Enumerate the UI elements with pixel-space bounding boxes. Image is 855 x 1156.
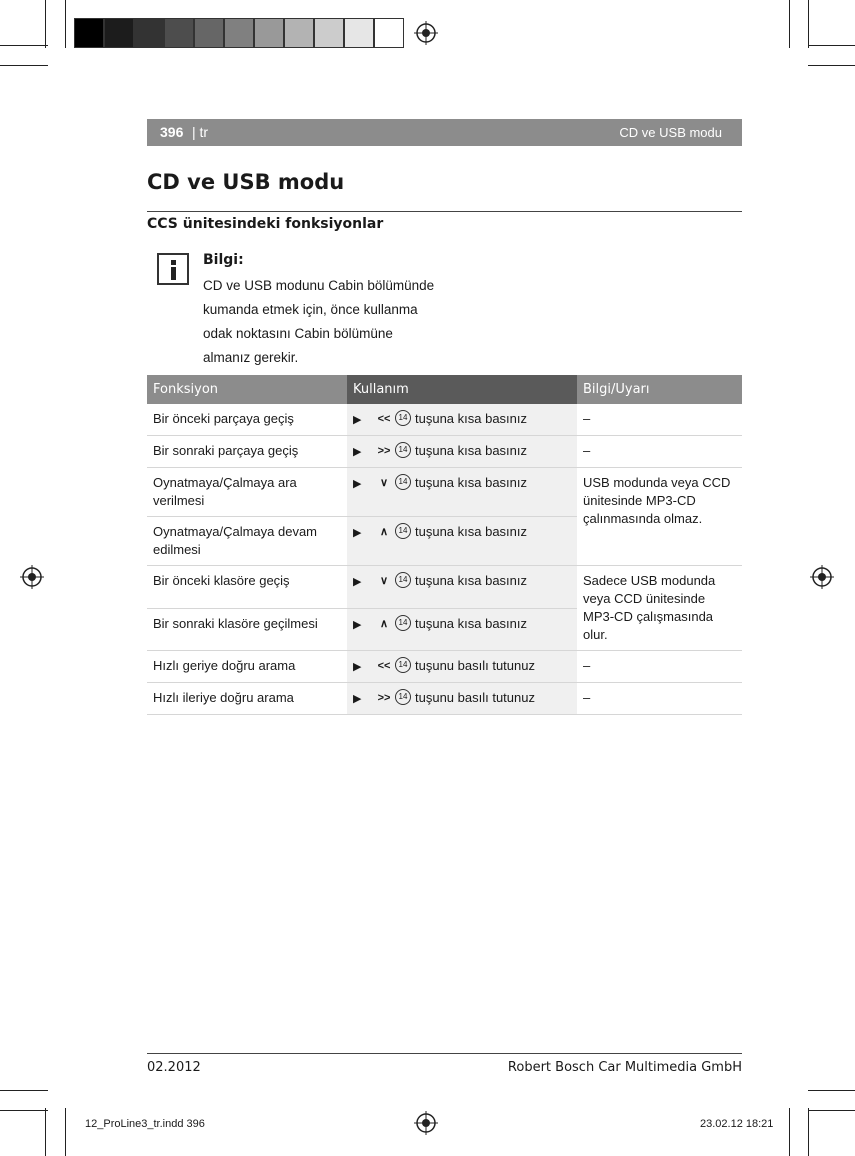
table-row [147,436,742,468]
usage-cell [347,404,577,436]
registration-mark-icon [810,565,834,589]
crop-mark [808,0,809,48]
crop-mark [808,65,855,66]
arrow-bullet-icon: ▶ [353,527,362,539]
function-cell: Bir sonraki klasöre geçilmesi [147,608,347,651]
info-cell: – [577,436,742,468]
key-symbol: ∨ [379,477,389,489]
crop-mark [808,1110,855,1111]
key-reference-number: 14 [395,689,411,705]
function-cell: Oynatmaya/Çalmaya ara verilmesi [147,468,347,517]
color-swatch [104,18,134,48]
crop-mark [45,0,46,48]
key-symbol: ∨ [379,575,389,587]
color-swatch [134,18,164,48]
arrow-bullet-icon: ▶ [353,576,362,588]
crop-mark [789,1108,790,1156]
color-swatch [254,18,284,48]
crop-mark [789,0,790,48]
usage-text: tuşuna kısa basınız [415,475,528,490]
usage-text: tuşuna kısa basınız [415,443,528,458]
key-symbol: >> [377,445,391,457]
arrow-bullet-icon: ▶ [353,414,362,426]
key-symbol: >> [377,692,391,704]
usage-cell [347,436,577,468]
crop-mark [808,45,855,46]
key-reference-number: 14 [395,410,411,426]
crop-mark [0,45,48,46]
footer-company: Robert Bosch Car Multimedia GmbH [507,1060,742,1075]
usage-text: tuşunu basılı tutunuz [415,690,535,705]
usage-cell [347,683,577,715]
crop-mark [0,65,48,66]
page-title: CD ve USB modu [147,170,345,194]
info-cell: – [577,651,742,683]
function-cell: Oynatmaya/Çalmaya devam edilmesi [147,517,347,566]
column-header-info: Bilgi/Uyarı [577,375,742,404]
function-cell: Bir önceki parçaya geçiş [147,404,347,436]
info-cell: Sadece USB modunda veya CCD ünitesinde MP3-CD çalışmasında olur. [577,566,742,651]
key-symbol: ∧ [379,526,389,538]
key-reference-number: 14 [395,474,411,490]
arrow-bullet-icon: ▶ [353,661,362,673]
slug-timestamp: 23.02.12 18:21 [700,1118,774,1130]
key-reference-number: 14 [395,615,411,631]
info-text: CD ve USB modunu Cabin bölümünde kumanda etmek için, önce kullanma odak noktasını Cabin bölümüne almanız gerekir. [203,278,435,365]
table-row [147,651,742,683]
column-header-usage: Kullanım [347,375,577,404]
table-row [147,683,742,715]
footer-divider [147,1053,742,1054]
usage-cell [347,517,577,566]
info-label: Bilgi: [203,252,244,268]
registration-mark-icon [20,565,44,589]
footer-date: 02.2012 [147,1060,201,1075]
arrow-bullet-icon: ▶ [353,693,362,705]
arrow-bullet-icon: ▶ [353,618,362,631]
crop-mark [808,1108,809,1156]
page-header-bar [147,119,742,146]
function-cell: Hızlı ileriye doğru arama [147,683,347,715]
usage-text: tuşuna kısa basınız [415,524,528,539]
usage-text: tuşuna kısa basınız [415,615,528,631]
usage-text: tuşuna kısa basınız [415,573,528,588]
crop-mark [65,0,66,48]
key-symbol: << [377,660,391,672]
section-title: CD ve USB modu [619,125,722,140]
key-reference-number: 14 [395,657,411,673]
usage-cell [347,468,577,517]
function-table [147,375,742,715]
arrow-bullet-icon: ▶ [353,478,362,490]
table-row [147,468,742,517]
key-reference-number: 14 [395,523,411,539]
usage-cell [347,608,577,651]
key-reference-number: 14 [395,572,411,588]
crop-mark [0,1110,48,1111]
slug-filename: 12_ProLine3_tr.indd 396 [85,1118,205,1130]
divider [147,211,742,212]
gray-color-bar [74,18,404,48]
table-row [147,404,742,436]
registration-mark-icon [414,21,438,45]
section-subtitle: CCS ünitesindeki fonksiyonlar [147,216,384,232]
info-cell: USB modunda veya CCD ünitesinde MP3-CD çalınmasında olmaz. [577,468,742,566]
function-cell: Bir önceki klasöre geçiş [147,566,347,609]
usage-text: tuşuna kısa basınız [415,411,528,426]
crop-mark [0,1090,48,1091]
usage-cell [347,651,577,683]
usage-cell [347,566,577,609]
page-number: 396 [160,124,184,140]
color-swatch [224,18,254,48]
registration-mark-icon [414,1111,438,1135]
key-symbol: << [377,413,391,425]
crop-mark [808,1090,855,1091]
color-swatch [74,18,104,48]
color-swatch [164,18,194,48]
color-swatch [374,18,404,48]
crop-mark [45,1108,46,1156]
color-swatch [344,18,374,48]
key-symbol: ∧ [379,617,389,630]
info-cell: – [577,404,742,436]
key-reference-number: 14 [395,442,411,458]
color-swatch [284,18,314,48]
table-header-row [147,375,742,404]
arrow-bullet-icon: ▶ [353,446,362,458]
crop-mark [65,1108,66,1156]
column-header-function: Fonksiyon [147,375,347,404]
table-row [147,566,742,609]
color-swatch [314,18,344,48]
info-icon [157,253,189,285]
info-cell: – [577,683,742,715]
function-cell: Bir sonraki parçaya geçiş [147,436,347,468]
color-swatch [194,18,224,48]
usage-text: tuşunu basılı tutunuz [415,658,535,673]
function-cell: Hızlı geriye doğru arama [147,651,347,683]
language-label: | tr [192,124,209,140]
